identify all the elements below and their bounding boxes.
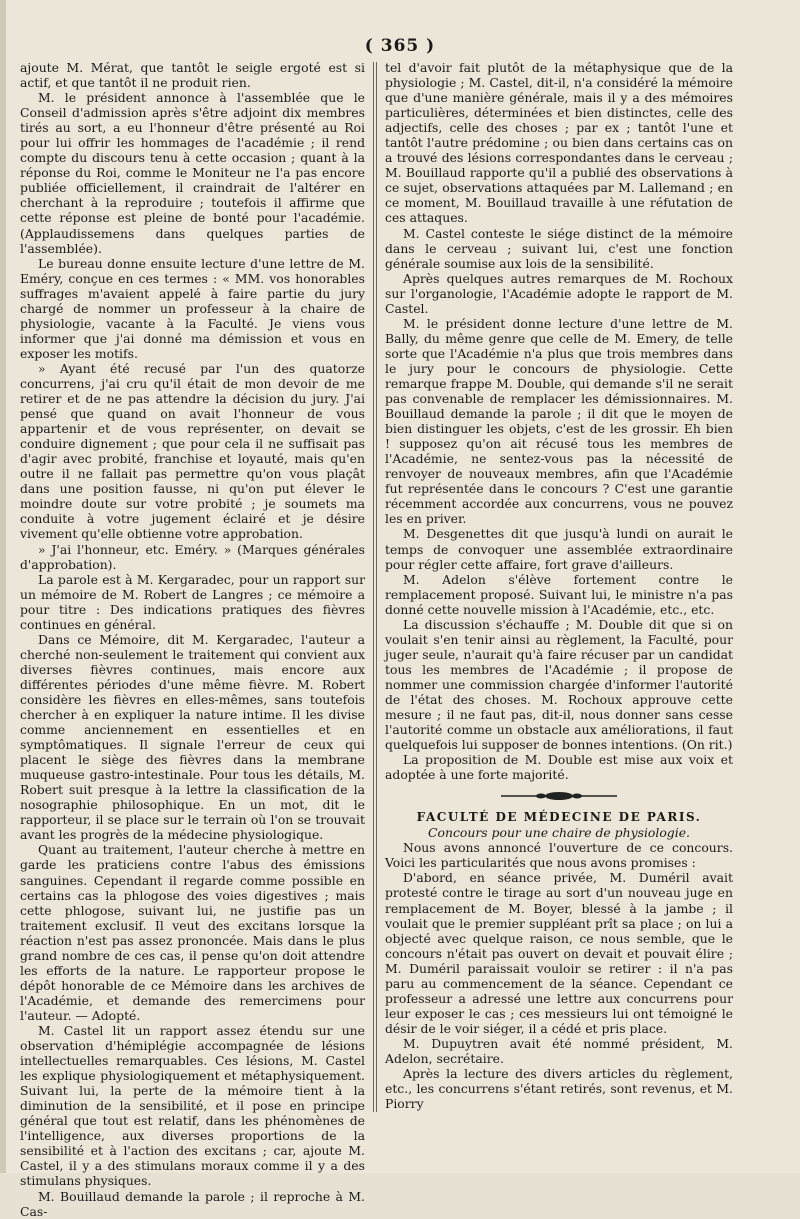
paragraph: M. le président donne lecture d'une lettre de M. Bally, du même genre que celle de M. Emery, de telle sorte que l'Académie n'a plus que trois membres dans le jury pour le concours de physiologie. Cette remarque frappe M. Double, qui demande s'il ne serait pas convenable de remplacer les démissionnaires. M. Bouillaud demande la parole ; il dit que le moyen de bien distinguer les objets, c'est de les grossir. Eh bien ! supposez qu'on ait récusé tous les membres de l'Académie, ne sentez-vous pas la nécessité de renvoyer de nouveaux membres, afin que l'Académie fut représentée dans le concours ? C'est une garantie récemment accordée aux concurrens, vous ne pouvez les en priver. [385, 315, 733, 527]
paragraph: M. Castel lit un rapport assez étendu sur une observation d'hémiplégie accompagnée de lésions intellectuelles remarquables. Ces lésions, M. Castel les explique physiologiquement et métaphysiquement. Suivant lui, la perte de la mémoire tient à la diminution de la sensibilité, et il pose en principe général que tout est relatif, dans les phénomènes de l'intelligence, aux diverses proportions de la sensibilité et à l'action des excitans ; car, ajoute M. Castel, il y a des stimulans moraux comme il y a des stimulans physiques. [20, 1023, 365, 1189]
paragraph: tel d'avoir fait plutôt de la métaphysique que de la physiologie ; M. Castel, dit-il, n'a considéré la mémoire que d'une manière générale, mais il y a des mémoires particulières, déterminées et bien distinctes, celle des adjectifs, celle des choses ; par ex ; tantôt l'une et tantôt l'autre prédomine ; ou bien dans certains cas on a trouvé des lésions correspondantes dans le cerveau ; M. Bouillaud rapporte qu'il a publié des observations à ce sujet, observations attaquées par M. Lallemand ; en ce moment, M. Bouillaud travaille à une réfutation de ces attaques. [385, 60, 733, 226]
paragraph: Le bureau donne ensuite lecture d'une lettre de M. Eméry, conçue en ces termes : « MM. vos honorables suffrages m'avaient appelé à faire partie du jury chargé de nommer un professeur à la chaire de physiologie, vacante à la Faculté. Je viens vous informer que j'ai donné ma démission et vous en exposer les motifs. [20, 255, 365, 361]
paragraph: La proposition de M. Double est mise aux voix et adoptée à une forte majorité. [385, 752, 733, 783]
paragraph: M. Castel conteste le siége distinct de la mémoire dans le cerveau ; suivant lui, c'est une fonction générale soumise aux lois de la sensibilité. [385, 225, 733, 271]
left-column [20, 60, 365, 1219]
paragraph: D'abord, en séance privée, M. Duméril avait protesté contre le tirage au sort d'un nouveau juge en remplacement de M. Boyer, blessé à la jambe ; il voulait que le premier suppléant prît sa place ; on lui a objecté avec quelque raison, ce nous semble, que le concours n'était pas ouvert on devait et pouvait élire ; M. Duméril paraissait vouloir se retirer : il n'a pas paru au commencement de la séance. Cependant ce professeur a adressé une lettre aux concurrens pour leur exposer le cas ; ces messieurs lui ont témoigné le désir de le voir siéger, il a cédé et pris place. [385, 870, 733, 1036]
paragraph: M. Desgenettes dit que jusqu'à lundi on aurait le temps de convoquer une assemblée extraordinaire pour régler cette affaire, fort grave d'ailleurs. [385, 526, 733, 572]
column-rule [376, 62, 377, 1112]
paragraph: Quant au traitement, l'auteur cherche à mettre en garde les praticiens contre l'abus des émissions sanguines. Cependant il regarde comme possible en certains cas la phlogose des voies digestives ; mais cette phlogose, suivant lui, ne justifie pas un traitement exclusif. Il veut des excitans lorsque la réaction n'est pas assez prononcée. Mais dans le plus grand nombre de ces cas, il pense qu'on doit attendre les efforts de la nature. Le rapporteur propose le dépôt honorable de ce Mémoire dans les archives de l'Académie, et demande des remercimens pour l'auteur. — Adopté. [20, 842, 365, 1023]
paragraph: Dans ce Mémoire, dit M. Kergaradec, l'auteur a cherché non-seulement le traitement qui convient aux diverses fièvres continues, mais encore aux différentes périodes d'une même fièvre. M. Robert considère les fièvres en elles-mêmes, sans toutefois chercher à en expliquer la nature intime. Il les divise comme anciennement en essentielles et en symptômatiques. Il signale l'erreur de ceux qui placent le siège des fièvres dans la membrane muqueuse gastro-intestinale. Pour tous les détails, M. Robert suit presque à la lettre la classification de la nosographie philosophique. En un mot, dit le rapporteur, il se place sur le terrain où l'on se trouvait avant les progrès de la médecine physiologique. [20, 631, 365, 843]
paragraph: » J'ai l'honneur, etc. Eméry. » (Marques générales d'approbation). [20, 541, 365, 572]
paragraph: M. Dupuytren avait été nommé président, M. Adelon, secrétaire. [385, 1035, 733, 1066]
paragraph: Après quelques autres remarques de M. Rochoux sur l'organologie, l'Académie adopte le rapport de M. Castel. [385, 270, 733, 316]
paragraph: » Ayant été recusé par l'un des quatorze concurrens, j'ai cru qu'il était de mon devoir de me retirer et de ne pas attendre la décision du jury. J'ai pensé que quand on avait l'honneur de vous appartenir et de vous représenter, on devait se conduire dignement ; que pour cela il ne suffisait pas d'agir avec probité, franchise et loyauté, mais qu'en outre il ne fallait pas permettre qu'on vous plaçât dans une position fausse, ni qu'on put élever le moindre doute sur votre probité ; je soumets ma conduite à votre jugement éclairé et je désire vivement qu'elle obtienne votre approbation. [20, 360, 365, 542]
paragraph: ajoute M. Mérat, que tantôt le seigle ergoté est si actif, et que tantôt il ne produit rien. [20, 60, 365, 91]
paragraph: Nous avons annoncé l'ouverture de ce concours. Voici les particularités que nous avons promises : [385, 840, 733, 871]
paragraph: M. Bouillaud demande la parole ; il reproche à M. Cas- [20, 1188, 365, 1219]
paragraph: M. le président annonce à l'assemblée que le Conseil d'admission après s'être adjoint dix membres tirés au sort, a eu l'honneur d'être présenté au Roi pour lui offrir les hommages de l'académie ; il rend compte du discours tenu à cette occasion ; quant à la réponse du Roi, comme le Moniteur ne l'a pas encore publiée officiellement, il craindrait de l'altérer en cherchant à la reproduire ; toutefois il affirme que cette réponse est pleine de bonté pour l'académie. (Applaudissemens dans quelques parties de l'assemblée). [20, 90, 365, 256]
page-number: ( 365 ) [364, 36, 436, 56]
ornament-divider-icon [499, 790, 619, 802]
right-column [385, 60, 733, 1111]
section-subheading: Concours pour une chaire de physiologie. [428, 825, 690, 841]
paragraph: La parole est à M. Kergaradec, pour un rapport sur un mémoire de M. Robert de Langres ; ce mémoire a pour titre : Des indications pratiques des fièvres continues en général. [20, 571, 365, 632]
paragraph: M. Adelon s'élève fortement contre le remplacement proposé. Suivant lui, le ministre n'a pas donné cette nouvelle mission à l'Académie, etc., etc. [385, 571, 733, 617]
section-heading: FACULTÉ DE MÉDECINE DE PARIS. [416, 810, 702, 825]
ornament-divider [385, 790, 733, 802]
paragraph: Après la lecture des divers articles du règlement, etc., les concurrens s'étant retirés, sont revenus, et M. Piorry [385, 1066, 733, 1112]
column-rule [373, 62, 374, 1112]
paragraph: La discussion s'échauffe ; M. Double dit que si on voulait s'en tenir ainsi au règlement, la Faculté, pour juger seule, n'aurait qu'à faire récuser par un candidat tous les membres de l'Académie ; il propose de nommer une commission chargée d'informer l'autorité de l'état des choses. M. Rochoux approuve cette mesure ; il ne faut pas, dit-il, nous donner sans cesse l'autorité comme un obstacle aux améliorations, il faut quelquefois lui supposer de bonnes intentions. (On rit.) [385, 616, 733, 753]
page-edge-shadow [0, 0, 6, 1173]
